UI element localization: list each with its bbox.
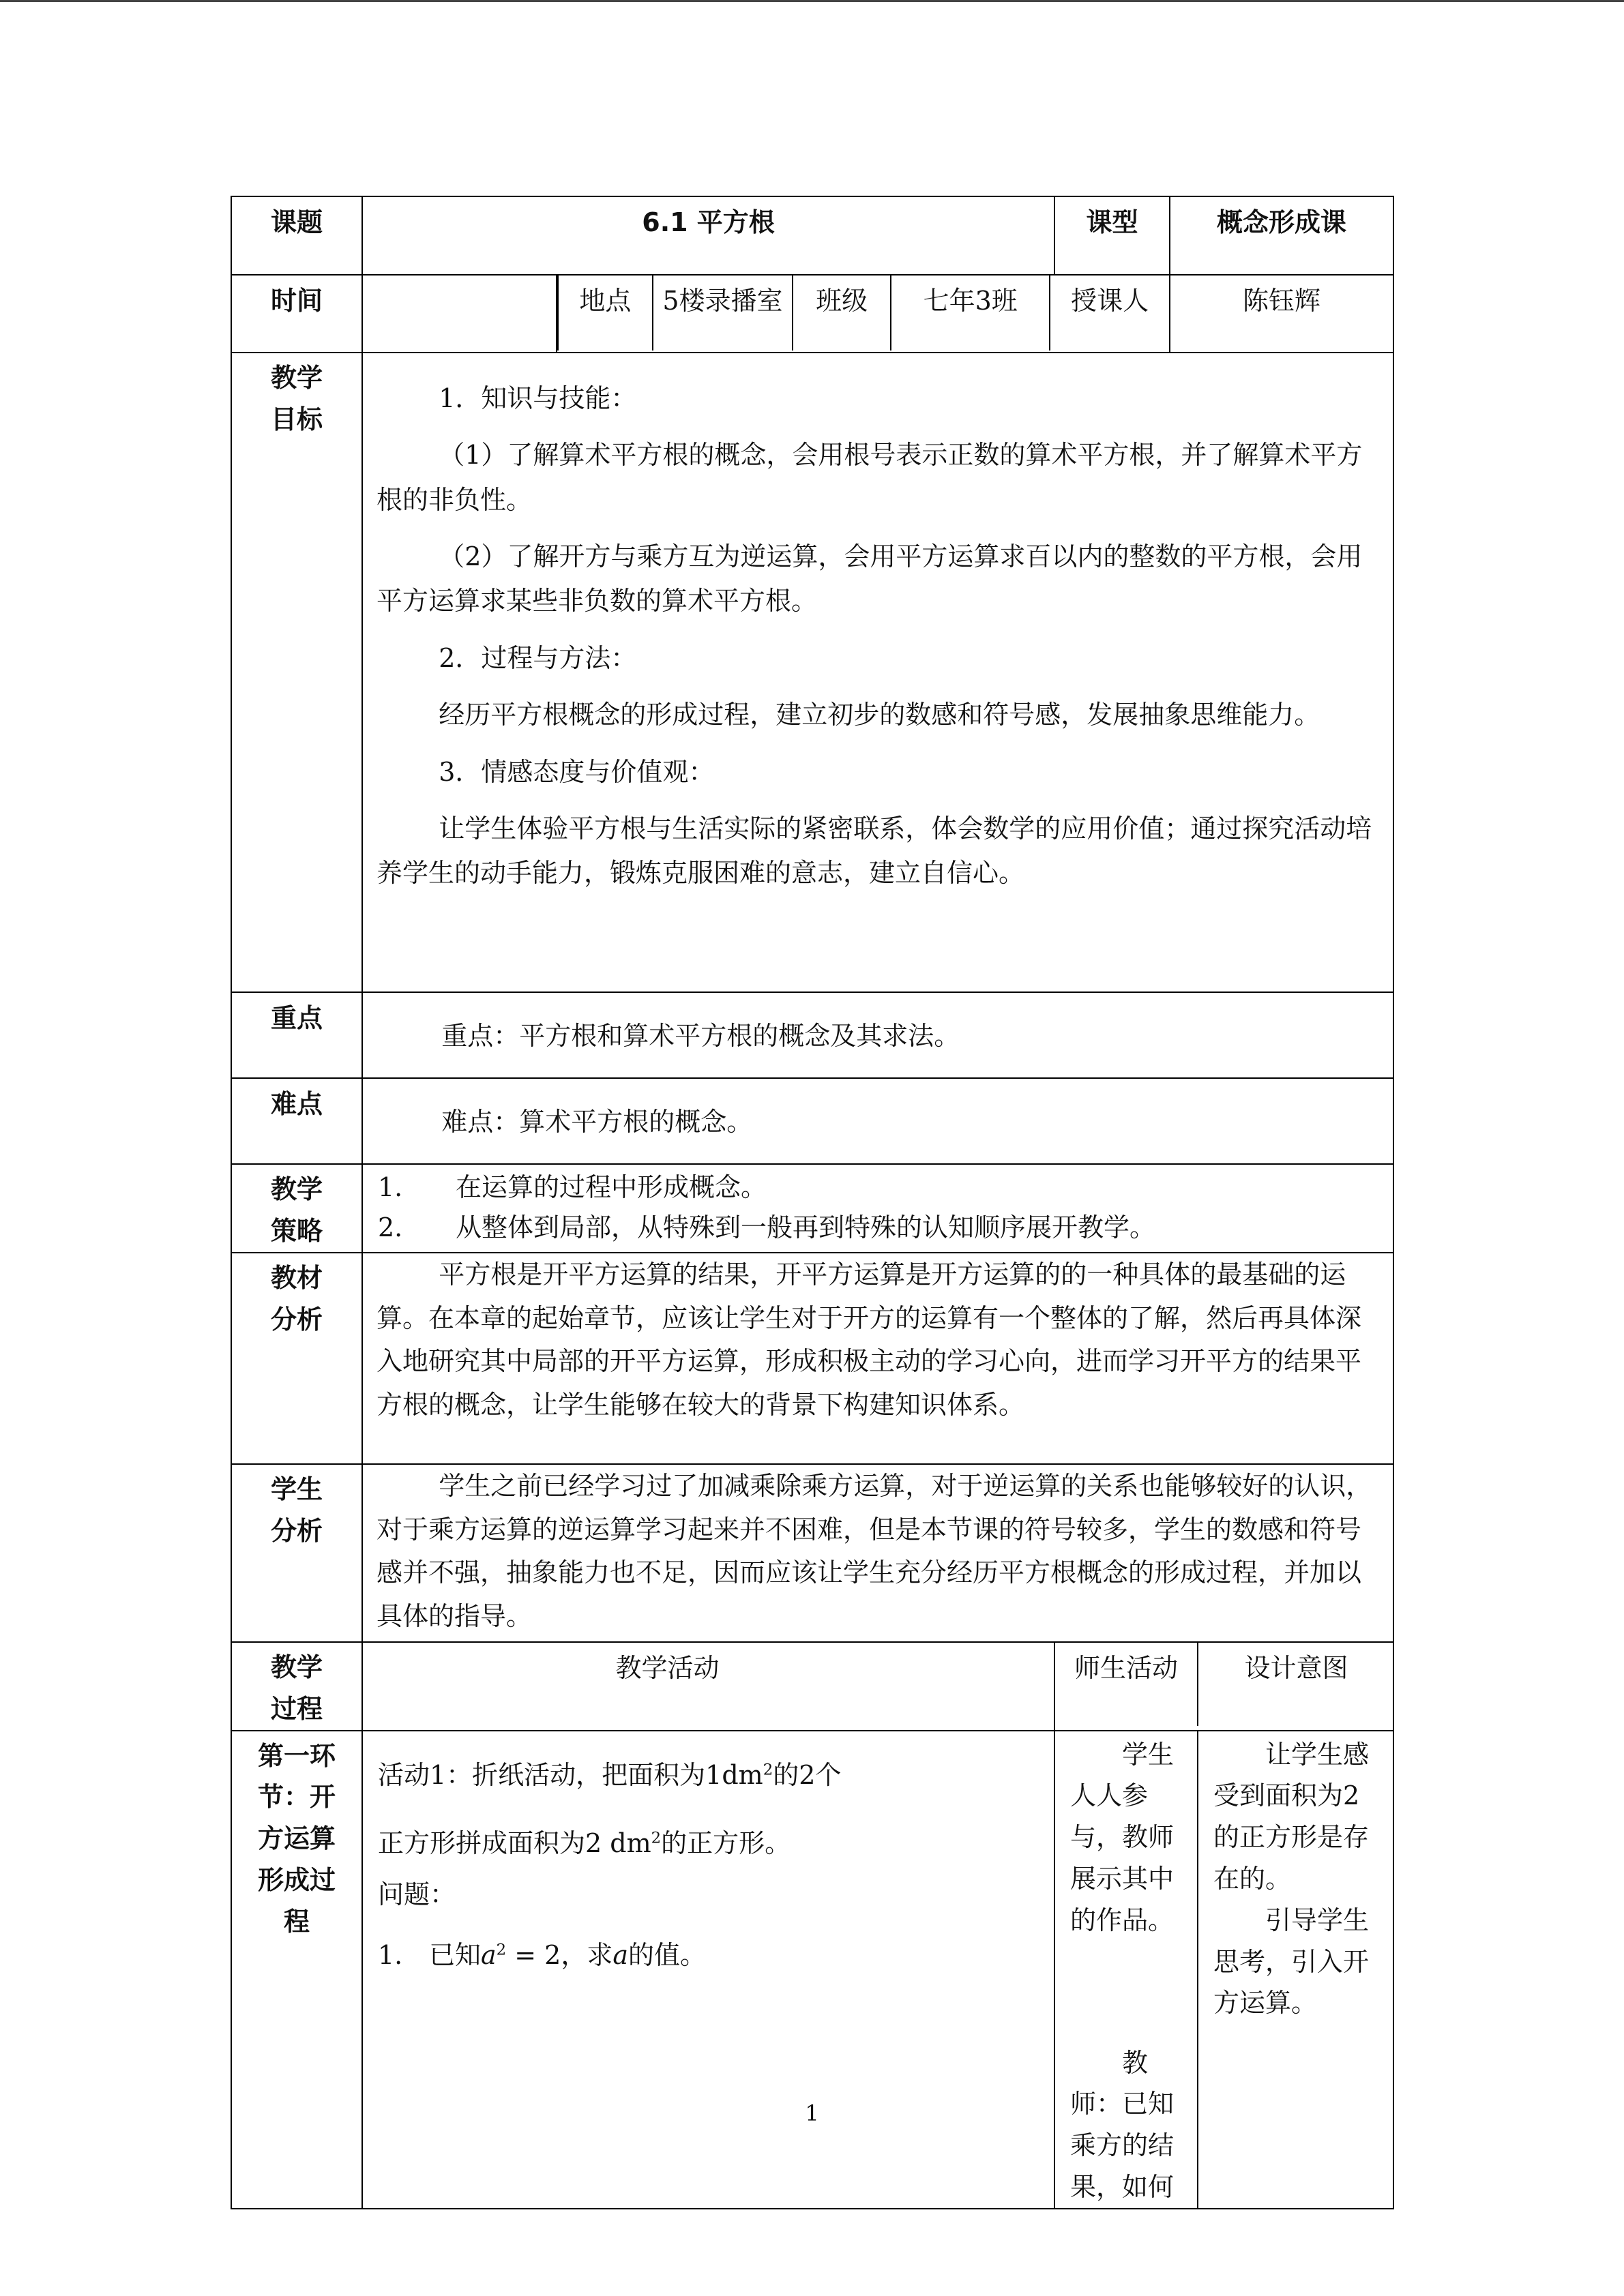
students-text: 学生之前已经学习过了加减乘除乘方运算，对于逆运算的关系也能够较好的认识，对于乘方运算的逆运算学习起来并不困难，但是本节课的符号较多，学生的数感和符号感并不强，抽象能力也不足，因而应该让学生充分经历平方根概念的形成过程，并加以具体的指导。 xyxy=(377,1470,1372,1632)
objective-item: 2．过程与方法： xyxy=(439,642,637,673)
strategy-content xyxy=(362,1164,1393,1253)
lesson-type-label: 课型 xyxy=(1054,196,1170,275)
section1-label-line: 程 xyxy=(283,1906,310,1937)
col-header-activity: 教学活动 xyxy=(362,1642,1054,1731)
activity-line-2-tail: 的正方形。 xyxy=(661,1828,791,1859)
ts-text-2: 教师：已知乘方的结果，如何 xyxy=(1070,2047,1175,2203)
topic-value: 6.1 平方根 xyxy=(362,196,1054,275)
strategy-item-text: 在运算的过程中形成概念。 xyxy=(456,1172,767,1202)
objective-item: 1．知识与技能： xyxy=(439,383,637,413)
row-process-header xyxy=(231,1642,1393,1731)
math-equals: = 2 xyxy=(506,1940,561,1971)
activity-line-1-text: 活动1：折纸活动，把面积为1dm xyxy=(378,1759,763,1790)
section1-label-line: 第一环 xyxy=(257,1740,336,1771)
strategy-item xyxy=(378,1208,1379,1248)
row-material-analysis xyxy=(231,1253,1393,1464)
objective-item: （1）了解算术平方根的概念，会用根号表示正数的算术平方根，并了解算术平方根的非负性。 xyxy=(377,440,1363,515)
difficulty-content xyxy=(362,1078,1393,1164)
activity-line-2 xyxy=(378,1823,1040,1864)
design-text-2: 引导学生思考，引入开方运算。 xyxy=(1213,1905,1370,2018)
row-student-analysis xyxy=(231,1464,1393,1642)
place-value: 5楼录播室 xyxy=(653,275,793,351)
teacher-label: 授课人 xyxy=(1050,275,1169,351)
students-label xyxy=(231,1464,362,1642)
time-value xyxy=(362,275,557,353)
topic-label: 课题 xyxy=(231,196,362,275)
section1-label-line: 节：开 xyxy=(257,1782,336,1813)
meta-inner-cell xyxy=(557,275,1170,353)
objective-item: 让学生体验平方根与生活实际的紧密联系，体会数学的应用价值；通过探究活动培养学生的动手能力，锻炼克服困难的意志，建立自信心。 xyxy=(377,813,1372,889)
question-1-mid: ，求 xyxy=(561,1940,613,1971)
superscript: 2 xyxy=(763,1761,773,1779)
objectives-label-line1: 教学 xyxy=(270,363,323,393)
page-top-border xyxy=(0,0,1624,2)
activity-line-1-tail: 的2个 xyxy=(773,1759,842,1790)
design-text-1: 让学生感受到面积为2的正方形是存在的。 xyxy=(1213,1739,1370,1894)
superscript: 2 xyxy=(651,1829,662,1847)
question-1-number: 1. xyxy=(378,1940,403,1971)
strategy-label-line2: 策略 xyxy=(270,1215,323,1246)
time-label: 时间 xyxy=(231,275,362,353)
process-label-line2: 过程 xyxy=(270,1693,323,1724)
math-var-a: a xyxy=(612,1940,629,1971)
class-label: 班级 xyxy=(793,275,891,351)
process-label xyxy=(231,1642,362,1731)
strategy-item-number: 1. xyxy=(378,1172,403,1202)
col-header-teacher-student: 师生活动 xyxy=(1055,1643,1198,1726)
math-var-a: a xyxy=(481,1940,497,1971)
col-header-design: 设计意图 xyxy=(1244,1653,1348,1684)
row-topic xyxy=(231,196,1393,275)
section1-activity xyxy=(362,1731,1054,2209)
material-label-line1: 教材 xyxy=(270,1262,323,1293)
col-header-inner xyxy=(1055,1643,1394,1726)
section1-design xyxy=(1198,1731,1394,2208)
row-key-point xyxy=(231,992,1393,1078)
page-number: 1 xyxy=(805,2100,819,2126)
objectives-content xyxy=(362,353,1393,992)
lesson-type-value: 概念形成课 xyxy=(1170,196,1393,275)
strategy-item-text: 从整体到局部，从特殊到一般再到特殊的认知顺序展开教学。 xyxy=(456,1212,1156,1242)
section1-teacher-student xyxy=(1055,1731,1198,2208)
students-content xyxy=(362,1464,1393,1642)
objective-item: （2）了解开方与乘方互为逆运算，会用平方运算求百以内的整数的平方根，会用平方运算求某些非负数的算术平方根。 xyxy=(377,541,1363,616)
meta-inner-table xyxy=(557,275,1169,351)
question-1 xyxy=(378,1935,1040,1976)
col-header-split xyxy=(1054,1642,1393,1731)
objectives-label xyxy=(231,353,362,992)
material-text: 平方根是开平方运算的结果，开平方运算是开方运算的的一种具体的最基础的运算。在本章的起始章节，应该让学生对于开方的运算有一个整体的了解，然后再具体深入地研究其中局部的开平方运算，形成积极主动的学习心向，进而学习开平方的结果平方根的概念，让学生能够在较大的背景下构建知识体系。 xyxy=(377,1259,1362,1420)
difficulty-label: 难点 xyxy=(231,1078,362,1164)
objectives-label-line2: 目标 xyxy=(270,404,323,434)
row-strategy xyxy=(231,1164,1393,1253)
strategy-item-number: 2. xyxy=(378,1212,403,1242)
material-content xyxy=(362,1253,1393,1464)
students-label-line2: 分析 xyxy=(270,1515,323,1546)
key-point-text: 重点：平方根和算术平方根的概念及其求法。 xyxy=(441,1021,960,1051)
row-section-1 xyxy=(231,1731,1393,2209)
activity-line-2-text: 正方形拼成面积为2 dm xyxy=(378,1828,651,1859)
process-label-line1: 教学 xyxy=(270,1652,323,1683)
row-meta xyxy=(231,275,1393,353)
section1-label-line: 方运算 xyxy=(257,1823,336,1854)
students-label-line1: 学生 xyxy=(270,1474,323,1504)
key-point-label: 重点 xyxy=(231,992,362,1078)
strategy-item xyxy=(378,1167,1379,1208)
row-objectives xyxy=(231,353,1393,992)
question-1-pre: 已知 xyxy=(429,1940,482,1971)
place-label: 地点 xyxy=(558,275,653,351)
section1-right-split xyxy=(1054,1731,1393,2209)
class-value: 七年3班 xyxy=(891,275,1050,351)
question-label: 问题： xyxy=(378,1879,456,1910)
row-difficulty xyxy=(231,1078,1393,1164)
section1-label xyxy=(231,1731,362,2209)
objective-item: 3．情感态度与价值观： xyxy=(439,756,715,787)
superscript: 2 xyxy=(496,1941,507,1959)
objective-item: 经历平方根概念的形成过程，建立初步的数感和符号感，发展抽象思维能力。 xyxy=(439,700,1320,730)
question-1-tail: 的值。 xyxy=(628,1940,707,1971)
ts-text-1: 学生人人参与，教师展示其中的作品。 xyxy=(1070,1739,1175,1935)
strategy-label xyxy=(231,1164,362,1253)
difficulty-text: 难点：算术平方根的概念。 xyxy=(441,1107,753,1137)
material-label-line2: 分析 xyxy=(270,1304,323,1335)
strategy-label-line1: 教学 xyxy=(270,1174,323,1204)
key-point-content xyxy=(362,992,1393,1078)
section1-label-line: 形成过 xyxy=(257,1865,336,1896)
activity-line-1 xyxy=(378,1755,1040,1796)
material-label xyxy=(231,1253,362,1464)
teacher-value: 陈钰辉 xyxy=(1170,275,1393,353)
lesson-plan-table xyxy=(231,196,1394,2209)
section1-right-inner xyxy=(1055,1731,1394,2208)
